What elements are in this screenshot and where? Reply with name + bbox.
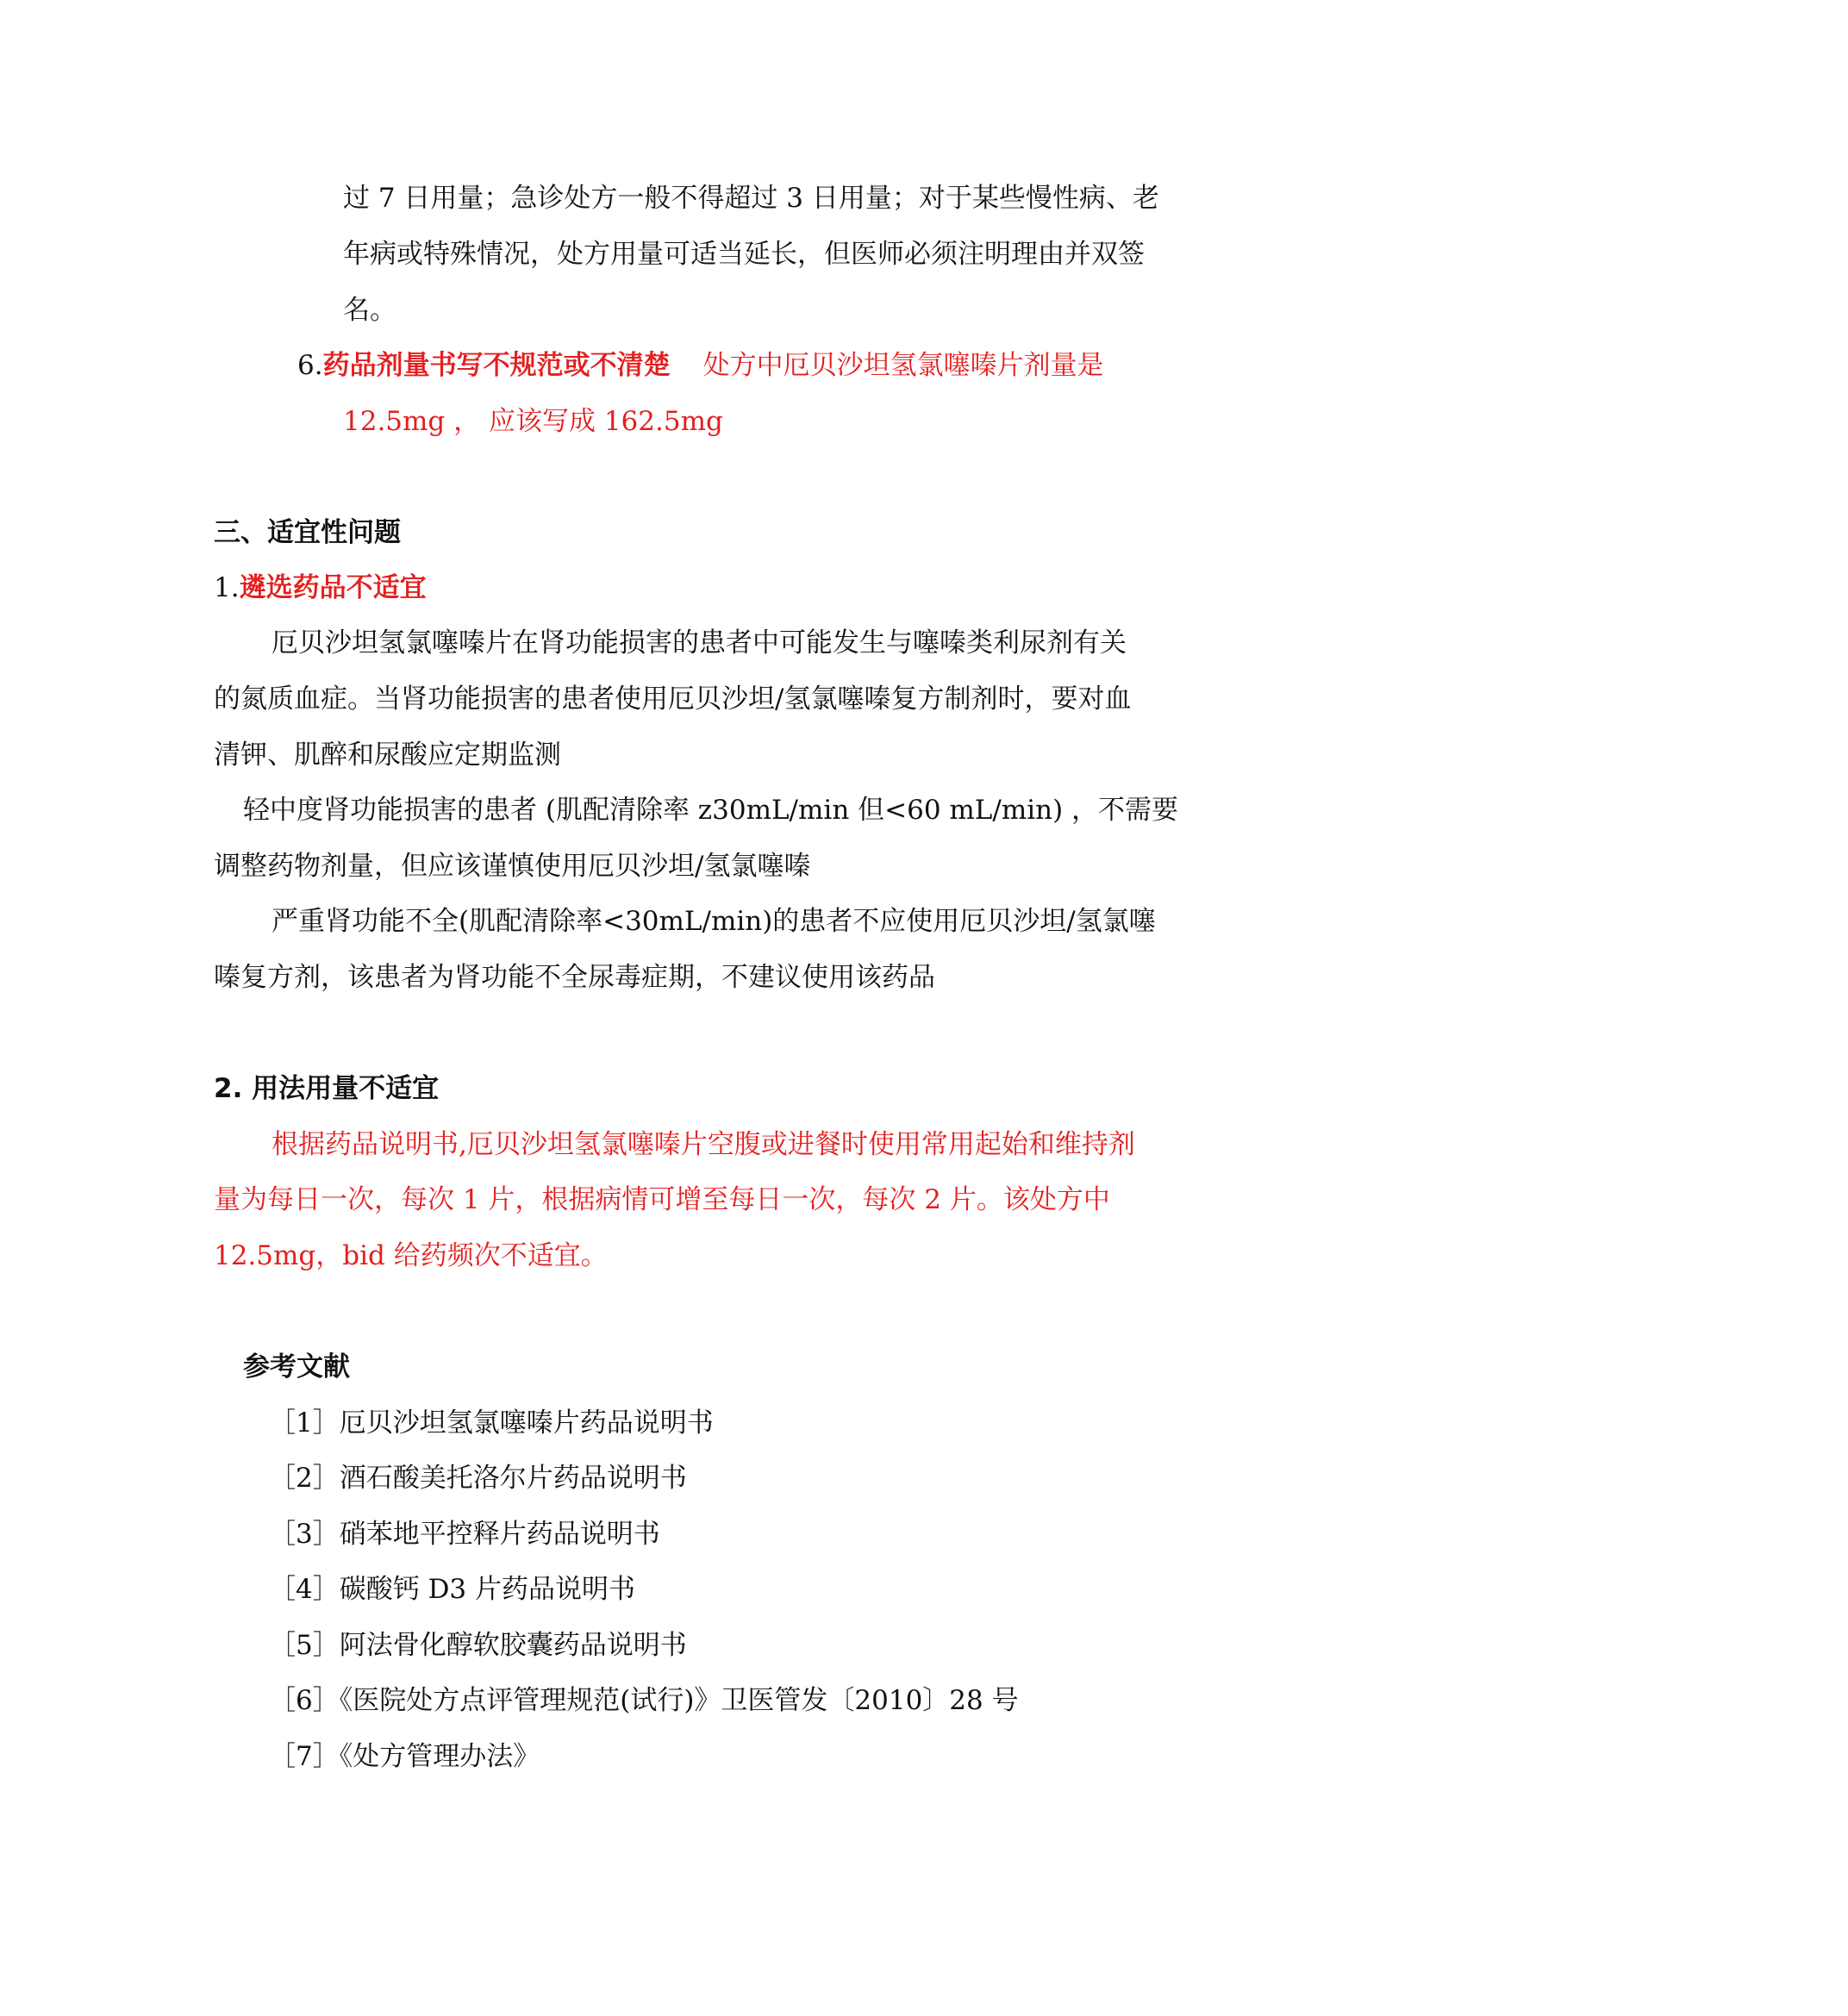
continuation-line-2: 年病或特殊情况，处方用量可适当延长，但医师必须注明理由并双签: [343, 239, 1145, 270]
sub1-number: 1.: [214, 572, 240, 603]
sub1-p1-line1: 厄贝沙坦氢氯噻嗪片在肾功能损害的患者中可能发生与噻嗪类利尿剂有关: [272, 627, 1127, 658]
sub2-line1: 根据药品说明书,厄贝沙坦氢氯噻嗪片空腹或进餐时使用常用起始和维持剂: [272, 1129, 1135, 1160]
sub1-p1-line3: 清钾、肌醉和尿酸应定期监测: [214, 740, 561, 771]
sub1-heading: [214, 569, 427, 607]
item6-number: 6.: [297, 350, 323, 381]
item6-title: 药品剂量书写不规范或不清楚: [322, 350, 671, 381]
sub2-line3: 12.5mg，bid 给药频次不适宜。: [214, 1240, 608, 1271]
sub1-p2-line1: 轻中度肾功能损害的患者 (肌配清除率 z30mL/min 但<60 mL/min) ，不需要: [243, 795, 1179, 826]
reference-item-3: ［3］硝苯地平控释片药品说明书: [269, 1519, 660, 1550]
reference-item-2: ［2］酒石酸美托洛尔片药品说明书: [269, 1463, 687, 1494]
continuation-line-3: 名。: [343, 295, 396, 326]
reference-item-5: ［5］阿法骨化醇软胶囊药品说明书: [269, 1630, 687, 1661]
reference-item-4: ［4］碳酸钙 D3 片药品说明书: [269, 1574, 636, 1605]
sub1-p3-line1: 严重肾功能不全(肌配清除率<30mL/min)的患者不应使用厄贝沙坦/氢氯噻: [272, 906, 1156, 937]
sub1-p3-line2: 嗪复方剂，该患者为肾功能不全尿毒症期，不建议使用该药品: [214, 962, 935, 993]
sub1-p2-line2: 调整药物剂量，但应该谨慎使用厄贝沙坦/氢氯噻嗪: [214, 851, 811, 882]
sub1-p1-line2: 的氮质血症。当肾功能损害的患者使用厄贝沙坦/氢氯噻嗪复方制剂时，要对血: [214, 683, 1132, 715]
continuation-line-1: 过 7 日用量；急诊处方一般不得超过 3 日用量；对于某些慢性病、老: [343, 183, 1159, 214]
item6-text-2: 12.5mg ， 应该写成 162.5mg: [343, 406, 723, 437]
reference-item-6: ［6］《医院处方点评管理规范(试行)》卫医管发〔2010〕28 号: [269, 1685, 1019, 1716]
reference-item-1: ［1］厄贝沙坦氢氯噻嗪片药品说明书: [269, 1407, 714, 1439]
sub1-title: 遴选药品不适宜: [239, 572, 427, 603]
item6-line: [297, 346, 1104, 384]
references-heading: 参考文献: [243, 1351, 350, 1382]
sub2-line2: 量为每日一次，每次 1 片，根据病情可增至每日一次，每次 2 片。该处方中: [214, 1184, 1110, 1215]
reference-item-7: ［7］《处方管理办法》: [269, 1741, 540, 1772]
item6-text: 处方中厄贝沙坦氢氯噻嗪片剂量是: [702, 350, 1104, 381]
sub2-heading: 2. 用法用量不适宜: [214, 1073, 440, 1104]
section3-heading: 三、适宜性问题: [214, 517, 401, 548]
